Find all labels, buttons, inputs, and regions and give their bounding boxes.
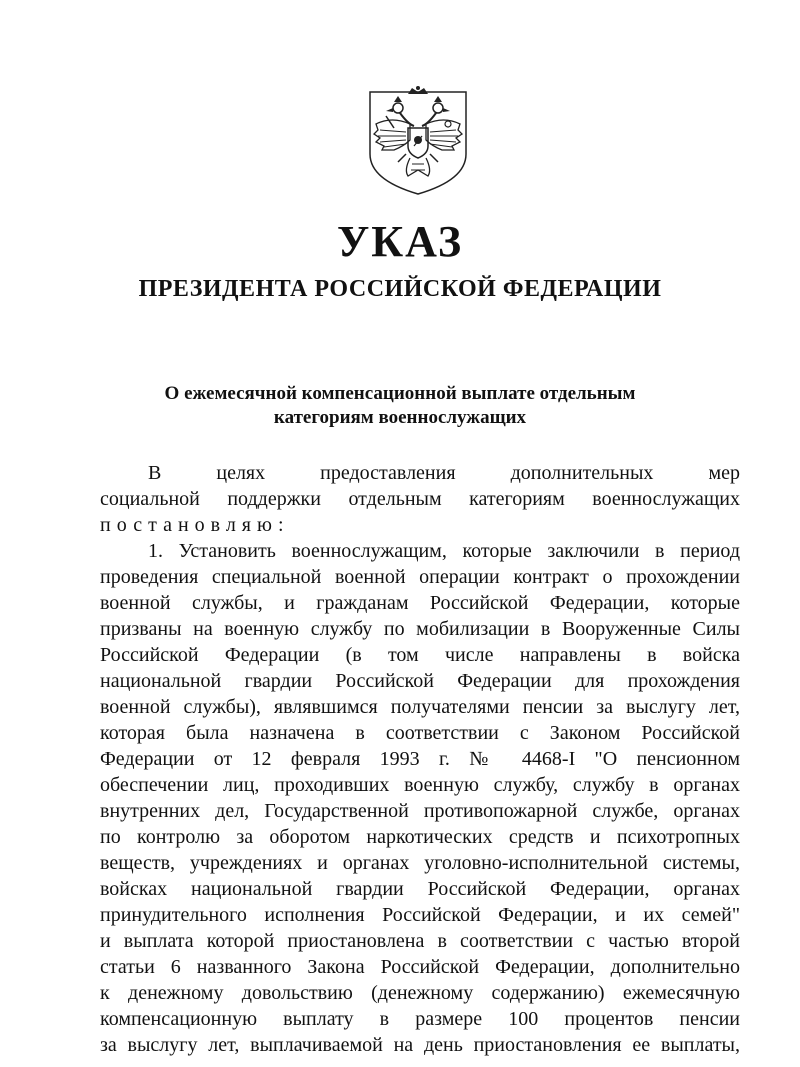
body-line: военной службы), являвшимся получателями пенсии за выслугу лет, (100, 696, 740, 718)
body-line: войсках национальной гвардии Российской Федерации, органах (100, 878, 740, 900)
decree-body (100, 460, 740, 1058)
body-line: национальной гвардии Российской Федерации для прохождения (100, 670, 740, 692)
body-line: компенсационную выплату в размере 100 процентов пенсии (100, 1008, 740, 1030)
body-line: по контролю за оборотом наркотических средств и психотропных (100, 826, 740, 848)
body-line: Федерации от 12 февраля 1993 г. № 4468-I "О пенсионном (100, 748, 740, 770)
body-line: статьи 6 названного Закона Российской Федерации, дополнительно (100, 956, 740, 978)
body-line: за выслугу лет, выплачиваемой на день приостановления ее выплаты, (100, 1034, 740, 1056)
body-line: веществ, учреждениях и органах уголовно-исполнительной системы, (100, 852, 740, 874)
body-line: 1. Установить военнослужащим, которые заключили в период (148, 540, 740, 562)
body-line: к денежному довольствию (денежному содержанию) ежемесячную (100, 982, 740, 1004)
heading-line: категориям военнослужащих (273, 407, 527, 428)
body-line: социальной поддержки отдельным категориям военнослужащих (100, 488, 740, 510)
body-line: В целях предоставления дополнительных мер (148, 462, 740, 484)
decree-heading (120, 382, 680, 430)
body-line: военной службы, и гражданам Российской Федерации, которые (100, 592, 740, 614)
body-line: призваны на военную службу по мобилизации в Вооруженные Силы (100, 618, 740, 640)
heading-line: О ежемесячной компенсационной выплате отдельным (164, 383, 636, 404)
body-line: которая была назначена в соответствии с Законом Российской (100, 722, 740, 744)
body-line: обеспечении лиц, проходивших военную службу, службу в органах (100, 774, 740, 796)
body-line: постановляю: (100, 514, 290, 536)
body-line: Российской Федерации (в том числе направлены в войска (100, 644, 740, 666)
russian-coat-of-arms-icon (364, 84, 472, 196)
body-line: и выплата которой приостановлена в соответствии с частью второй (100, 930, 740, 952)
decree-title: УКАЗ (336, 217, 464, 266)
body-line: принудительного исполнения Российской Федерации, и их семей" (100, 904, 740, 926)
body-line: внутренних дел, Государственной противопожарной службе, органах (100, 800, 740, 822)
decree-subtitle: ПРЕЗИДЕНТА РОССИЙСКОЙ ФЕДЕРАЦИИ (138, 276, 662, 302)
body-line: проведения специальной военной операции контракт о прохождении (100, 566, 740, 588)
